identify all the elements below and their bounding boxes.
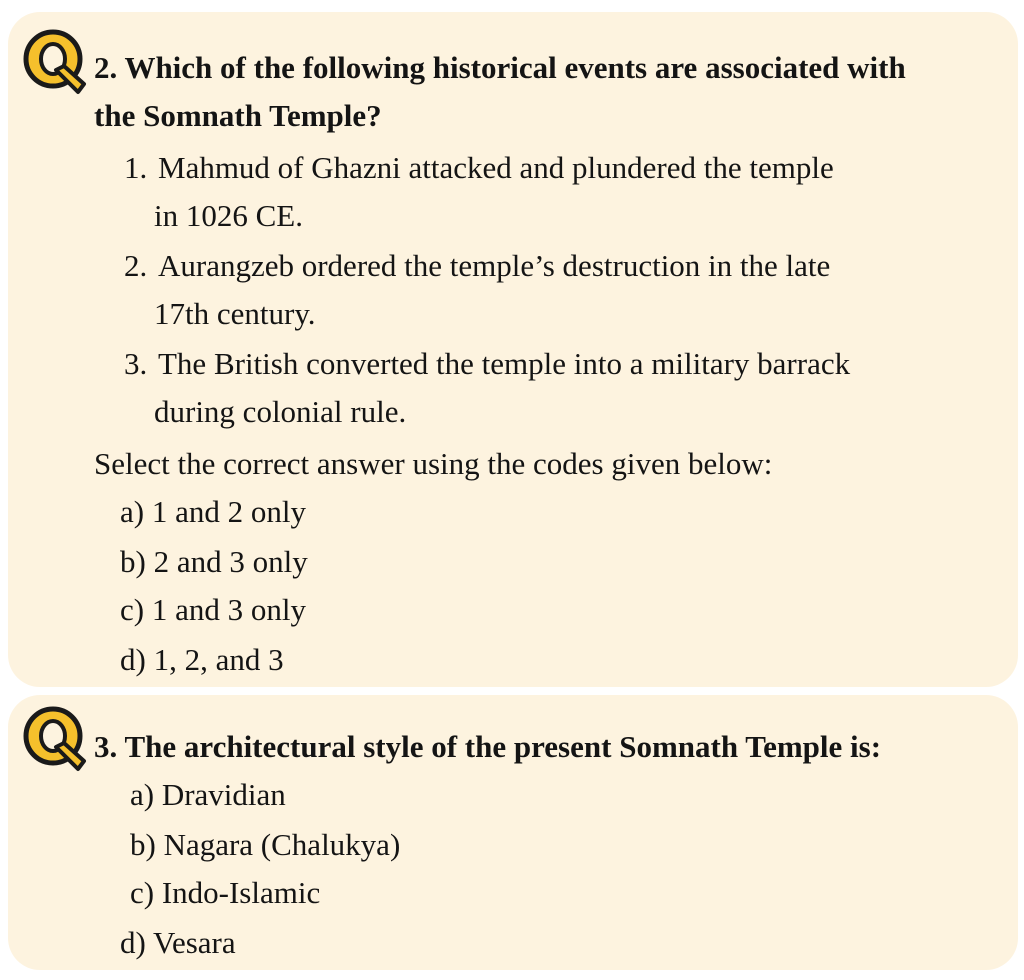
- option-d[interactable]: d) Vesara: [120, 925, 236, 960]
- statement-3: [124, 346, 850, 382]
- statement-text: Mahmud of Ghazni attacked and plundered the temple: [158, 150, 834, 185]
- statement-number: 3.: [124, 346, 148, 381]
- question-stem-line-1: 2. Which of the following historical events are associated with: [94, 50, 906, 85]
- question-stem-line-1: 3. The architectural style of the present Somnath Temple is:: [94, 729, 882, 764]
- statement-1: [124, 150, 834, 186]
- option-c[interactable]: c) 1 and 3 only: [120, 592, 306, 627]
- question-card-3: [8, 695, 1018, 970]
- option-a[interactable]: a) Dravidian: [130, 777, 286, 812]
- option-b[interactable]: b) 2 and 3 only: [120, 544, 308, 579]
- statement-3-continued: during colonial rule.: [154, 394, 407, 429]
- option-d[interactable]: d) 1, 2, and 3: [120, 642, 284, 677]
- option-b[interactable]: b) Nagara (Chalukya): [130, 827, 401, 862]
- statement-number: 2.: [124, 248, 148, 283]
- q-letter-badge-icon: [20, 703, 88, 775]
- badge-letter: Q: [52, 70, 54, 71]
- statement-2: [124, 248, 830, 284]
- statement-number: 1.: [124, 150, 148, 185]
- instruction-text: Select the correct answer using the codes given below:: [94, 446, 773, 481]
- option-c[interactable]: c) Indo-Islamic: [130, 875, 321, 910]
- question-stem-line-2: the Somnath Temple?: [94, 98, 382, 133]
- q-letter-badge-icon: [20, 26, 88, 98]
- option-a[interactable]: a) 1 and 2 only: [120, 494, 306, 529]
- statement-1-continued: in 1026 CE.: [154, 198, 303, 233]
- question-card-2: [8, 12, 1018, 687]
- statement-text: The British converted the temple into a military barrack: [158, 346, 851, 381]
- statement-text: Aurangzeb ordered the temple’s destruction in the late: [158, 248, 831, 283]
- badge-letter: Q: [52, 747, 54, 748]
- statement-2-continued: 17th century.: [154, 296, 316, 331]
